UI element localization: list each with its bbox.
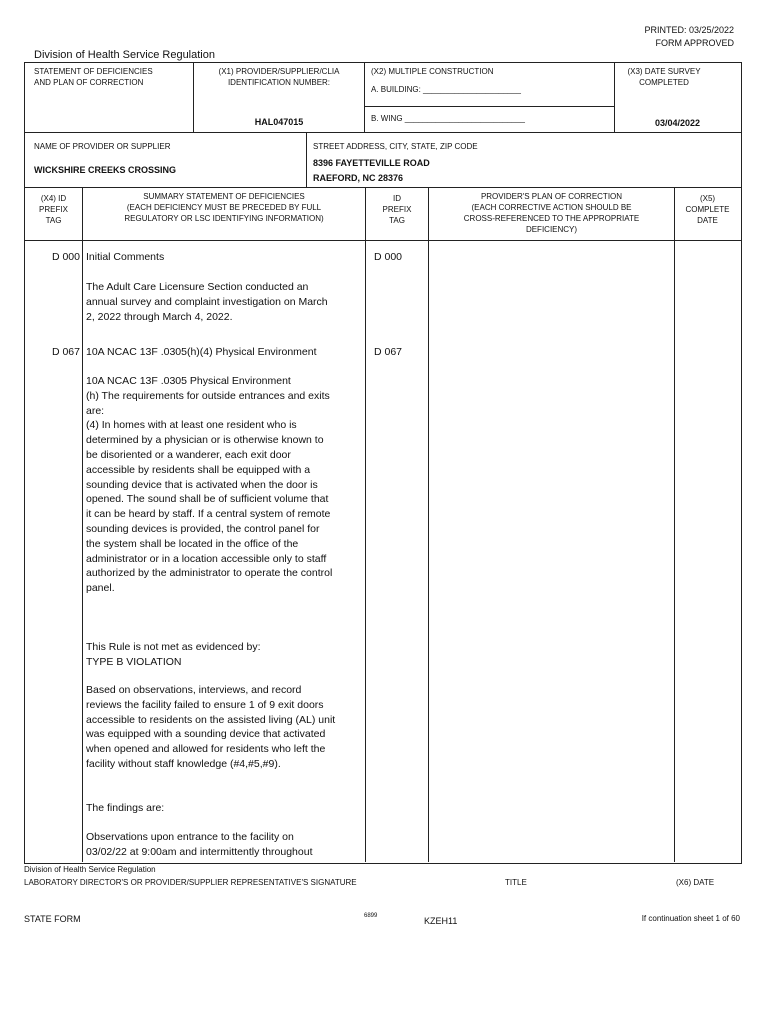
- x6-date-label: (X6) DATE: [676, 878, 715, 887]
- state-form-label: STATE FORM: [24, 914, 81, 924]
- entry-tag: D 000: [51, 251, 80, 263]
- entry-id-tag: D 067: [374, 346, 403, 358]
- x1-label: (X1) PROVIDER/SUPPLIER/CLIA IDENTIFICATION NUMBER:: [218, 67, 340, 87]
- address-label: STREET ADDRESS, CITY, STATE, ZIP CODE: [313, 142, 478, 151]
- provider-label: NAME OF PROVIDER OR SUPPLIER: [34, 142, 171, 151]
- wing-field: B. WING ___________________________: [371, 114, 525, 123]
- provider-id: HAL047015: [254, 117, 304, 127]
- printed-date: PRINTED: 03/25/2022: [644, 25, 734, 35]
- continuation-sheet: If continuation sheet 1 of 60: [641, 914, 740, 923]
- col-x4-header: (X4) ID PREFIX TAG: [39, 194, 68, 225]
- entry-title: 10A NCAC 13F .0305(h)(4) Physical Environment: [86, 346, 317, 358]
- address-street: 8396 FAYETTEVILLE ROAD: [313, 158, 430, 168]
- form-approved: FORM APPROVED: [655, 38, 734, 48]
- event-id: KZEH11: [424, 916, 458, 926]
- col-summary-header: SUMMARY STATEMENT OF DEFICIENCIES (EACH DEFICIENCY MUST BE PRECEDED BY FULL REGULATORY OR LSC IDENTIFYING INFORMATION): [124, 192, 324, 223]
- x2-label: (X2) MULTIPLE CONSTRUCTION: [371, 67, 494, 76]
- address-city: RAEFORD, NC 28376: [313, 173, 404, 183]
- col-id-header: ID PREFIX TAG: [382, 194, 412, 225]
- paragraph: 10A NCAC 13F .0305 Physical Environment (h) The requirements for outside entrances and exits are: (4) In homes with at least one resident who is determined by a physician or is otherwise known to be disoriented or a wanderer, each exit door accessible by residents shall be equipped with a sounding device that is activated when the door is opened. The sound shall be of sufficient volume that it can be heard by staff. If a central system of remote sounding devices is provided, the control panel for the system shall be located in the office of the administrator or in a location accessible only to staff authorized by the administrator to operate the control panel.: [86, 375, 333, 595]
- survey-date: 03/04/2022: [654, 118, 701, 128]
- paragraph: The Adult Care Licensure Section conducted an annual survey and complaint investigation on March 2, 2022 through March 4, 2022.: [86, 281, 328, 323]
- form-code: 6899: [364, 913, 378, 919]
- entry-tag: D 067: [51, 346, 80, 358]
- x3-label: (X3) DATE SURVEY COMPLETED: [627, 67, 701, 87]
- entry-id-tag: D 000: [374, 251, 403, 263]
- paragraph: Observations upon entrance to the facility on 03/02/22 at 9:00am and intermittently throughout: [86, 831, 313, 858]
- signature-label: LABORATORY DIRECTOR'S OR PROVIDER/SUPPLIER REPRESENTATIVE'S SIGNATURE: [24, 878, 357, 887]
- statement-label: STATEMENT OF DEFICIENCIES AND PLAN OF CORRECTION: [34, 67, 153, 87]
- paragraph: This Rule is not met as evidenced by: TYPE B VIOLATION: [86, 641, 261, 668]
- entry-title: Initial Comments: [86, 251, 165, 263]
- building-field: A. BUILDING: ______________________: [371, 85, 521, 94]
- provider-name: WICKSHIRE CREEKS CROSSING: [34, 165, 177, 175]
- footer-agency: Division of Health Service Regulation: [24, 865, 156, 874]
- col-plan-header: PROVIDER'S PLAN OF CORRECTION (EACH CORRECTIVE ACTION SHOULD BE CROSS-REFERENCED TO THE APPROPRIATE DEFICIENCY): [463, 192, 640, 234]
- paragraph: The findings are:: [86, 802, 165, 814]
- col-x5-header: (X5) COMPLETE DATE: [685, 194, 730, 225]
- paragraph: Based on observations, interviews, and record reviews the facility failed to ensure 1 of 9 exit doors accessible to residents on the assisted living (AL) unit was equipped with a sounding device that activated when opened and allowed for residents who left the facility without staff knowledge (#4,#5,#9).: [86, 684, 336, 770]
- agency-name: Division of Health Service Regulation: [34, 49, 215, 61]
- title-label: TITLE: [505, 878, 527, 887]
